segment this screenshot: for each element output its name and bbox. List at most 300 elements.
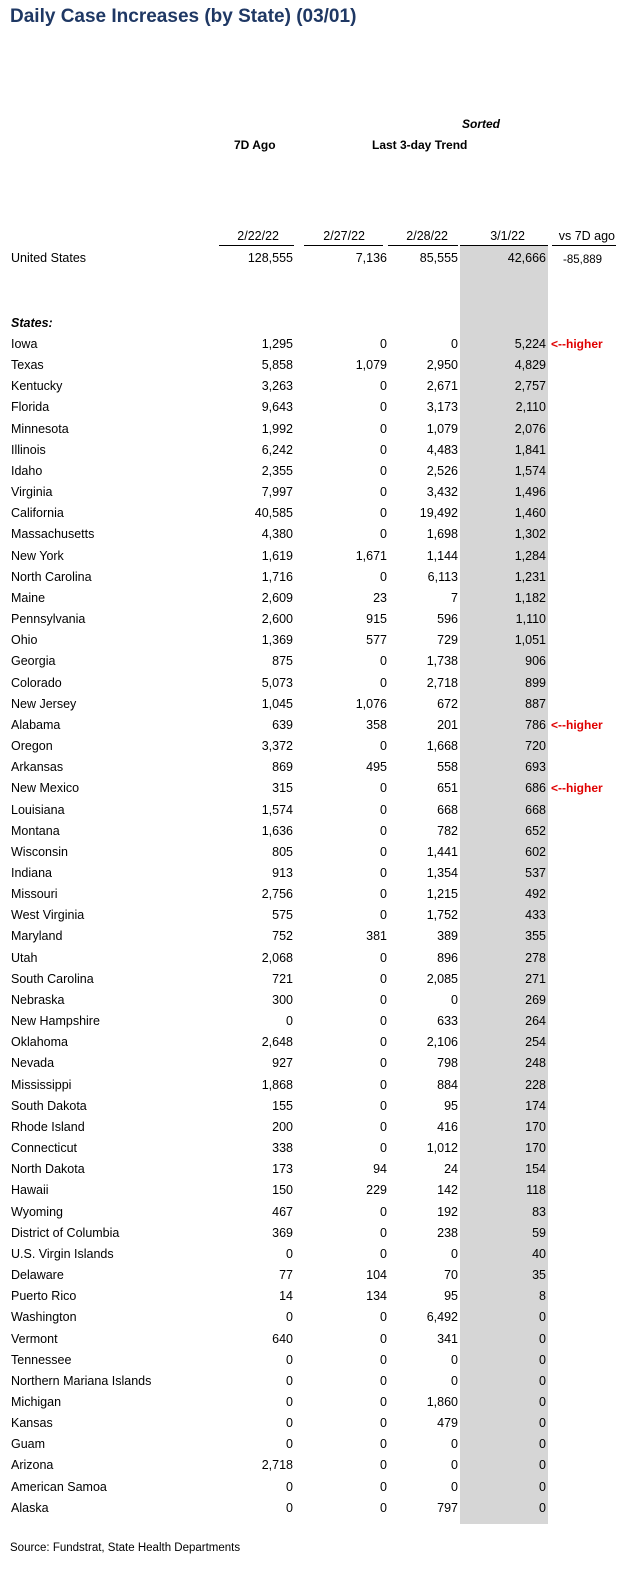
cell-2-27: 0	[380, 442, 387, 457]
cell-2-22: 0	[286, 1246, 293, 1261]
cell-2-22: 2,355	[261, 463, 293, 478]
cell-2-27: 0	[380, 950, 387, 965]
cell-2-22: 1,295	[261, 337, 293, 351]
table-row	[0, 1226, 623, 1247]
cell-2-28: 1,441	[426, 844, 458, 859]
row-name: Florida	[11, 400, 50, 415]
cell-2-27: 0	[380, 421, 387, 436]
row-name: Alabama	[11, 717, 61, 732]
cell-3-1: 1,051	[514, 633, 546, 648]
cell-2-27: 23	[373, 590, 387, 605]
row-name: Ohio	[11, 633, 38, 648]
cell-3-1: 1,182	[514, 590, 546, 605]
cell-2-22: 2,068	[261, 950, 293, 965]
cell-2-22: 173	[272, 1162, 293, 1177]
cell-3-1: 0	[539, 1310, 546, 1325]
cell-2-22: 640	[272, 1331, 293, 1346]
cell-3-1: 1,284	[514, 548, 546, 563]
cell-3-1: 1,231	[514, 569, 546, 584]
cell-2-27: 0	[380, 1479, 387, 1494]
cell-3-1: 170	[525, 1119, 546, 1134]
cell-2-28: 896	[437, 950, 458, 965]
cell-2-22: 5,858	[261, 358, 293, 373]
cell-3-1: 2,076	[514, 421, 546, 436]
cell-3-1: 433	[525, 908, 546, 923]
row-name: Guam	[11, 1437, 46, 1452]
cell-3-1: 0	[539, 1331, 546, 1346]
cell-2-27: 0	[380, 337, 387, 351]
cell-2-28: 1,012	[426, 1141, 458, 1156]
cell-2-22: 805	[272, 844, 293, 859]
cell-2-27: 229	[366, 1183, 387, 1198]
sorted-header: Sorted	[462, 117, 501, 131]
header-rule	[304, 245, 383, 246]
higher-note: <--higher	[551, 781, 603, 796]
table-row	[0, 951, 623, 972]
cell-3-1: 2,757	[514, 379, 546, 394]
cell-2-27: 0	[380, 1035, 387, 1050]
cell-2-28: 0	[451, 1373, 458, 1388]
table-row	[0, 1458, 623, 1479]
row-name: Massachusetts	[11, 527, 95, 542]
cell-2-28: 0	[451, 1246, 458, 1261]
row-name: Pennsylvania	[11, 612, 86, 627]
cell-2-27: 381	[366, 929, 387, 944]
table-row	[0, 993, 623, 1014]
cell-2-22: 200	[272, 1119, 293, 1134]
cell-2-28: 7	[451, 590, 458, 605]
cell-2-28: 2,106	[426, 1035, 458, 1050]
cell-3-1: 0	[539, 1416, 546, 1431]
cell-2-27: 0	[380, 506, 387, 521]
table-row	[0, 400, 623, 421]
cell-2-22: 913	[272, 866, 293, 880]
cell-2-28: 24	[444, 1162, 458, 1177]
cell-2-28: 1,079	[426, 421, 458, 436]
cell-2-27: 0	[380, 1331, 387, 1346]
cell-2-27: 0	[380, 1014, 387, 1029]
cell-2-22: 0	[286, 1310, 293, 1325]
table-row	[0, 1353, 623, 1374]
cell-2-22: 6,242	[261, 442, 293, 457]
cell-3-1: 1,460	[514, 506, 546, 521]
cell-3-1: 0	[539, 1395, 546, 1409]
cell-2-28: 0	[451, 1352, 458, 1367]
cell-3-1: 537	[525, 866, 546, 880]
cell-3-1: 0	[539, 1352, 546, 1367]
table-row	[0, 1289, 623, 1310]
cell-vs: -85,889	[563, 254, 603, 266]
table-row	[0, 1078, 623, 1099]
cell-2-22: 155	[272, 1098, 293, 1113]
cell-2-28: 3,432	[426, 485, 458, 500]
row-name: Oregon	[11, 739, 53, 754]
cell-2-27: 1,079	[355, 358, 387, 373]
cell-2-27: 104	[366, 1268, 387, 1283]
date-header-4: 3/1/22	[490, 229, 525, 243]
table-row	[0, 379, 623, 400]
header-rule	[460, 245, 548, 246]
table-row	[0, 1332, 623, 1353]
row-name: Michigan	[11, 1395, 62, 1409]
cell-2-28: 0	[451, 337, 458, 351]
cell-3-1: 686	[525, 781, 546, 796]
table-row	[0, 1035, 623, 1056]
row-name: Vermont	[11, 1331, 58, 1346]
cell-2-28: 416	[437, 1119, 458, 1134]
cell-2-27: 0	[380, 1500, 387, 1515]
cell-2-22: 3,372	[261, 739, 293, 754]
cell-2-28: 6,113	[427, 569, 458, 584]
cell-2-22: 338	[272, 1141, 293, 1156]
row-name: District of Columbia	[11, 1225, 120, 1240]
table-row	[0, 908, 623, 929]
cell-3-1: 254	[525, 1035, 546, 1050]
cell-2-27: 0	[380, 802, 387, 817]
cell-3-1: 0	[539, 1373, 546, 1388]
table-row	[0, 1099, 623, 1120]
row-name: New Jersey	[11, 696, 77, 711]
cell-2-28: 3,173	[426, 400, 458, 415]
table-row	[0, 506, 623, 527]
row-name: New Mexico	[11, 781, 80, 796]
cell-2-22: 0	[286, 1500, 293, 1515]
cell-2-22: 752	[272, 929, 293, 944]
table-row	[0, 845, 623, 866]
cell-2-28: 389	[437, 929, 458, 944]
cell-2-22: 0	[286, 1014, 293, 1029]
table-row	[0, 1268, 623, 1289]
row-name: Wisconsin	[11, 844, 68, 859]
cell-3-1: 693	[525, 760, 546, 775]
cell-2-28: 798	[437, 1056, 458, 1071]
table-row	[0, 803, 623, 824]
row-name: Connecticut	[11, 1141, 78, 1156]
cell-2-28: 0	[451, 1479, 458, 1494]
row-name: Puerto Rico	[11, 1289, 77, 1304]
cell-3-1: 269	[525, 992, 546, 1007]
table-row	[0, 1014, 623, 1035]
cell-2-22: 77	[279, 1268, 293, 1283]
cell-3-1: 492	[525, 887, 546, 902]
row-name: Maine	[11, 590, 46, 605]
cell-2-27: 0	[380, 1141, 387, 1156]
cell-2-27: 0	[380, 1204, 387, 1219]
cell-2-28: 672	[437, 696, 458, 711]
date-header-2: 2/27/22	[323, 229, 365, 243]
table-row	[0, 358, 623, 379]
cell-2-27: 0	[380, 992, 387, 1007]
row-name: Louisiana	[11, 802, 65, 817]
cell-2-27: 0	[380, 654, 387, 669]
cell-2-22: 869	[272, 760, 293, 775]
row-name: Indiana	[11, 866, 53, 880]
table-row	[0, 739, 623, 760]
row-name: South Carolina	[11, 971, 94, 986]
cell-2-27: 1,076	[355, 696, 387, 711]
cell-2-28: 201	[437, 717, 458, 732]
cell-2-27: 0	[380, 823, 387, 838]
cell-2-27: 0	[380, 887, 387, 902]
cell-2-28: 884	[437, 1077, 458, 1092]
cell-3-1: 899	[525, 675, 546, 690]
cell-2-22: 875	[272, 654, 293, 669]
cell-3-1: 118	[526, 1183, 546, 1198]
cell-2-22: 5,073	[261, 675, 293, 690]
cell-2-22: 0	[286, 1395, 293, 1409]
cell-2-27: 0	[380, 527, 387, 542]
cell-2-28: 479	[437, 1416, 458, 1431]
cell-2-27: 0	[380, 1373, 387, 1388]
cell-2-28: 2,950	[426, 358, 458, 373]
row-name: Mississippi	[11, 1077, 72, 1092]
table-row	[0, 1141, 623, 1162]
cell-2-22: 1,716	[261, 569, 293, 584]
cell-2-28: 95	[444, 1289, 458, 1304]
table-row	[0, 527, 623, 548]
states-label: States:	[11, 316, 53, 330]
table-row	[0, 1247, 623, 1268]
cell-2-22: 369	[272, 1225, 293, 1240]
table-row	[0, 1416, 623, 1437]
cell-3-1: 0	[539, 1437, 546, 1452]
table-row	[0, 337, 623, 358]
cell-3-1: 264	[525, 1014, 546, 1029]
table-row	[0, 1480, 623, 1501]
cell-3-1: 271	[525, 971, 546, 986]
row-name: California	[11, 506, 64, 521]
cell-2-27: 0	[380, 1458, 387, 1473]
cell-2-22: 927	[272, 1056, 293, 1071]
cell-2-27: 7,136	[355, 251, 387, 265]
table-row	[0, 676, 623, 697]
table-row	[0, 887, 623, 908]
cell-2-22: 315	[272, 781, 293, 796]
table-row	[0, 697, 623, 718]
cell-3-1: 5,224	[514, 337, 546, 351]
table-row	[0, 654, 623, 675]
row-name: Georgia	[11, 654, 56, 669]
cell-2-28: 596	[437, 612, 458, 627]
cell-2-27: 0	[380, 379, 387, 394]
cell-2-27: 134	[366, 1289, 387, 1304]
table-row	[0, 1310, 623, 1331]
cell-2-28: 19,492	[419, 506, 458, 521]
table-row	[0, 591, 623, 612]
cell-2-22: 1,619	[261, 548, 293, 563]
cell-2-22: 0	[286, 1437, 293, 1452]
cell-2-22: 14	[279, 1289, 293, 1304]
row-name: Texas	[11, 358, 44, 373]
row-name: Washington	[11, 1310, 77, 1325]
cell-2-22: 2,756	[261, 887, 293, 902]
row-name: Tennessee	[11, 1352, 72, 1367]
row-name: Oklahoma	[11, 1035, 68, 1050]
cell-2-22: 1,636	[261, 823, 293, 838]
cell-2-28: 0	[451, 1437, 458, 1452]
cell-2-28: 729	[437, 633, 458, 648]
cell-3-1: 40	[532, 1246, 546, 1261]
cell-3-1: 0	[539, 1479, 546, 1494]
table-row	[0, 1374, 623, 1395]
cell-3-1: 0	[539, 1500, 546, 1515]
seven-day-ago-header: 7D Ago	[234, 138, 276, 152]
cell-2-28: 782	[437, 823, 458, 838]
cell-2-27: 0	[380, 781, 387, 796]
cell-2-27: 0	[380, 1098, 387, 1113]
cell-2-22: 467	[272, 1204, 293, 1219]
table-row	[0, 612, 623, 633]
cell-2-28: 1,354	[426, 866, 458, 880]
table-row	[0, 718, 623, 739]
cell-2-27: 0	[380, 866, 387, 880]
cell-3-1: 35	[532, 1268, 546, 1283]
row-name: West Virginia	[11, 908, 85, 923]
row-name: U.S. Virgin Islands	[11, 1246, 114, 1261]
row-name: Alaska	[11, 1500, 49, 1515]
cell-2-27: 577	[366, 633, 387, 648]
cell-3-1: 174	[525, 1098, 546, 1113]
cell-2-22: 639	[272, 717, 293, 732]
row-name: Nevada	[11, 1056, 55, 1071]
cell-3-1: 1,302	[514, 527, 546, 542]
cell-3-1: 154	[525, 1162, 546, 1177]
header-rule	[388, 245, 458, 246]
cell-2-27: 0	[380, 1077, 387, 1092]
table-row	[0, 1162, 623, 1183]
row-name: Arizona	[11, 1458, 54, 1473]
row-name: American Samoa	[11, 1479, 107, 1494]
cell-2-22: 2,648	[261, 1035, 293, 1050]
cell-2-28: 651	[437, 781, 458, 796]
cell-3-1: 355	[525, 929, 546, 944]
cell-2-28: 1,752	[426, 908, 458, 923]
cell-2-28: 6,492	[426, 1310, 458, 1325]
higher-note: <--higher	[551, 337, 603, 351]
table-row	[0, 485, 623, 506]
row-name: Nebraska	[11, 992, 65, 1007]
table-row	[0, 1183, 623, 1204]
cell-2-27: 0	[380, 844, 387, 859]
row-name: Hawaii	[11, 1183, 49, 1198]
cell-3-1: 668	[525, 802, 546, 817]
cell-3-1: 786	[525, 717, 546, 732]
cell-2-22: 4,380	[261, 527, 293, 542]
cell-2-27: 0	[380, 569, 387, 584]
cell-2-27: 0	[380, 1225, 387, 1240]
row-name: Colorado	[11, 675, 62, 690]
cell-2-27: 0	[380, 1437, 387, 1452]
cell-2-28: 1,668	[426, 739, 458, 754]
table-row	[0, 760, 623, 781]
cell-2-28: 192	[437, 1204, 458, 1219]
table-row	[0, 570, 623, 591]
cell-2-22: 300	[272, 992, 293, 1007]
cell-2-27: 0	[380, 1056, 387, 1071]
row-name: New York	[11, 548, 64, 563]
cell-3-1: 2,110	[515, 400, 546, 415]
table-row	[0, 1056, 623, 1077]
row-name: Northern Mariana Islands	[11, 1373, 152, 1388]
cell-2-22: 0	[286, 1352, 293, 1367]
row-name: Maryland	[11, 929, 63, 944]
row-name: South Dakota	[11, 1098, 87, 1113]
cell-2-22: 7,997	[261, 485, 293, 500]
cell-2-28: 1,144	[426, 548, 458, 563]
row-name: Arkansas	[11, 760, 64, 775]
row-name: Idaho	[11, 463, 43, 478]
cell-3-1: 887	[525, 696, 546, 711]
table-row	[0, 929, 623, 950]
cell-3-1: 1,574	[514, 463, 546, 478]
header-rule	[219, 245, 294, 246]
cell-3-1: 228	[525, 1077, 546, 1092]
row-name: Delaware	[11, 1268, 64, 1283]
row-name: Rhode Island	[11, 1119, 85, 1134]
row-name: Minnesota	[11, 421, 69, 436]
table-row	[0, 1205, 623, 1226]
cell-2-27: 915	[366, 612, 387, 627]
row-name: Wyoming	[11, 1204, 63, 1219]
row-name: Virginia	[11, 485, 53, 500]
higher-note: <--higher	[551, 717, 603, 732]
cell-2-28: 668	[437, 802, 458, 817]
cell-2-22: 128,555	[247, 251, 293, 265]
row-name: North Dakota	[11, 1162, 85, 1177]
us-row	[0, 251, 623, 272]
cell-2-22: 150	[272, 1183, 293, 1198]
cell-2-22: 9,643	[261, 400, 293, 415]
cell-2-22: 721	[272, 971, 293, 986]
cell-2-27: 0	[380, 400, 387, 415]
row-name: New Hampshire	[11, 1014, 100, 1029]
cell-2-28: 1,738	[426, 654, 458, 669]
cell-2-27: 94	[373, 1162, 387, 1177]
cell-2-22: 2,600	[261, 612, 293, 627]
cell-3-1: 1,841	[514, 442, 546, 457]
row-name: Utah	[11, 950, 38, 965]
cell-2-28: 558	[437, 760, 458, 775]
date-header-3: 2/28/22	[406, 229, 448, 243]
vs-header: vs 7D ago	[558, 229, 615, 243]
cell-3-1: 652	[525, 823, 546, 838]
table-row	[0, 549, 623, 570]
table-row	[0, 633, 623, 654]
table-row	[0, 443, 623, 464]
cell-2-28: 238	[437, 1225, 458, 1240]
table-row	[0, 781, 623, 802]
cell-2-22: 2,718	[261, 1458, 293, 1473]
cell-2-28: 1,698	[426, 527, 458, 542]
table-row	[0, 1501, 623, 1522]
cell-2-27: 0	[380, 675, 387, 690]
cell-2-28: 2,085	[426, 971, 458, 986]
cell-3-1: 278	[525, 950, 546, 965]
header-rule	[552, 245, 616, 246]
cell-3-1: 8	[539, 1289, 546, 1304]
table-row	[0, 1120, 623, 1141]
cell-3-1: 0	[539, 1458, 546, 1473]
cell-2-28: 70	[444, 1268, 458, 1283]
trend-header: Last 3-day Trend	[372, 138, 468, 152]
cell-2-22: 1,574	[261, 802, 293, 817]
row-name: United States	[11, 251, 87, 265]
cell-3-1: 1,110	[515, 612, 546, 627]
cell-2-27: 0	[380, 1395, 387, 1409]
table-row	[0, 1395, 623, 1416]
cell-2-22: 1,369	[261, 633, 293, 648]
cell-2-22: 40,585	[254, 506, 293, 521]
